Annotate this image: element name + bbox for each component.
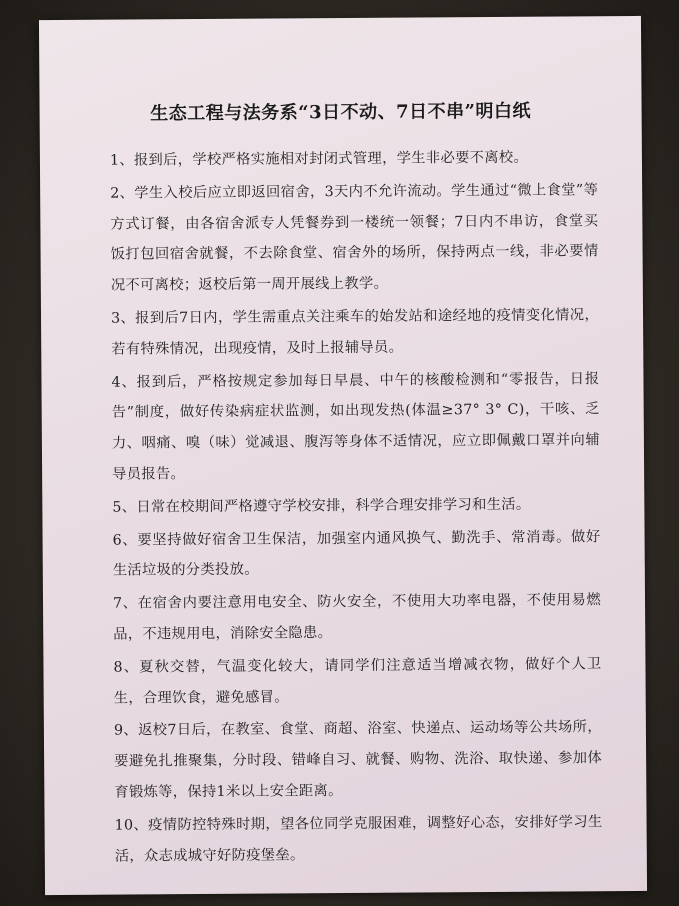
document-title: 生态工程与法务系“3日不动、7日不串”明白纸 (150, 100, 532, 125)
notice-item-4: 4、报到后，严格按规定参加每日早晨、中午的核酸检测和“零报告，日报告”制度，做好传染病症状监测，如出现发热(体温≥37° 3° C)，干咳、乏力、咽痛、嗅（味）觉减退、腹泻等身体不适情况，应立即佩戴口罩并向辅导员报告。 (111, 370, 600, 483)
notice-list (110, 142, 603, 874)
notice-item-7: 7、在宿舍内要注意用电安全、防火安全，不使用大功率电器，不使用易燃品，不违规用电，消除安全隐患。 (112, 592, 602, 643)
notice-item-3: 3、报到后7日内，学生需重点关注乘车的始发站和途经地的疫情变化情况，若有特殊情况，出现疫情，及时上报辅导员。 (110, 307, 600, 358)
notice-item-9: 9、返校7日后，在教室、食堂、商超、浴室、快递点、运动场等公共场所，要避免扎推聚集，分时段、错峰自习、就餐、购物、洗浴、取快递、参加体育锻炼等，保持1米以上安全距离。 (113, 719, 603, 801)
paper-sheet (39, 16, 647, 895)
notice-item-8: 8、夏秋交替，气温变化较大，请同学们注意适当增减衣物，做好个人卫生，合理饮食，避免感冒。 (113, 655, 602, 707)
notice-item-10: 10、疫情防控特殊时期，望各位同学克服困难，调整好心态，安排好学习生活，众志成城守好防疫堡垒。 (114, 813, 603, 865)
notice-item-2: 2、学生入校后应立即返回宿舍，3天内不允许流动。学生通过“微上食堂”等方式订餐，由各宿舍派专人凭餐券到一楼统一领餐；7日内不串访，食堂买饭打包回宿舍就餐，不去除食堂、宿舍外的场所，保持两点一线，非必要情况不可离校；返校后第一周开展线上教学。 (110, 182, 599, 294)
notice-item-1: 1、报到后，学校严格实施相对封闭式管理，学生非必要不离校。 (109, 149, 529, 169)
notice-item-6: 6、要坚持做好宿舍卫生保洁，加强室内通风换气、勤洗手、常消毒。做好生活垃圾的分类投放。 (112, 528, 601, 579)
notice-item-5: 5、日常在校期间严格遵守学校安排，科学合理安排学习和生活。 (112, 496, 531, 516)
